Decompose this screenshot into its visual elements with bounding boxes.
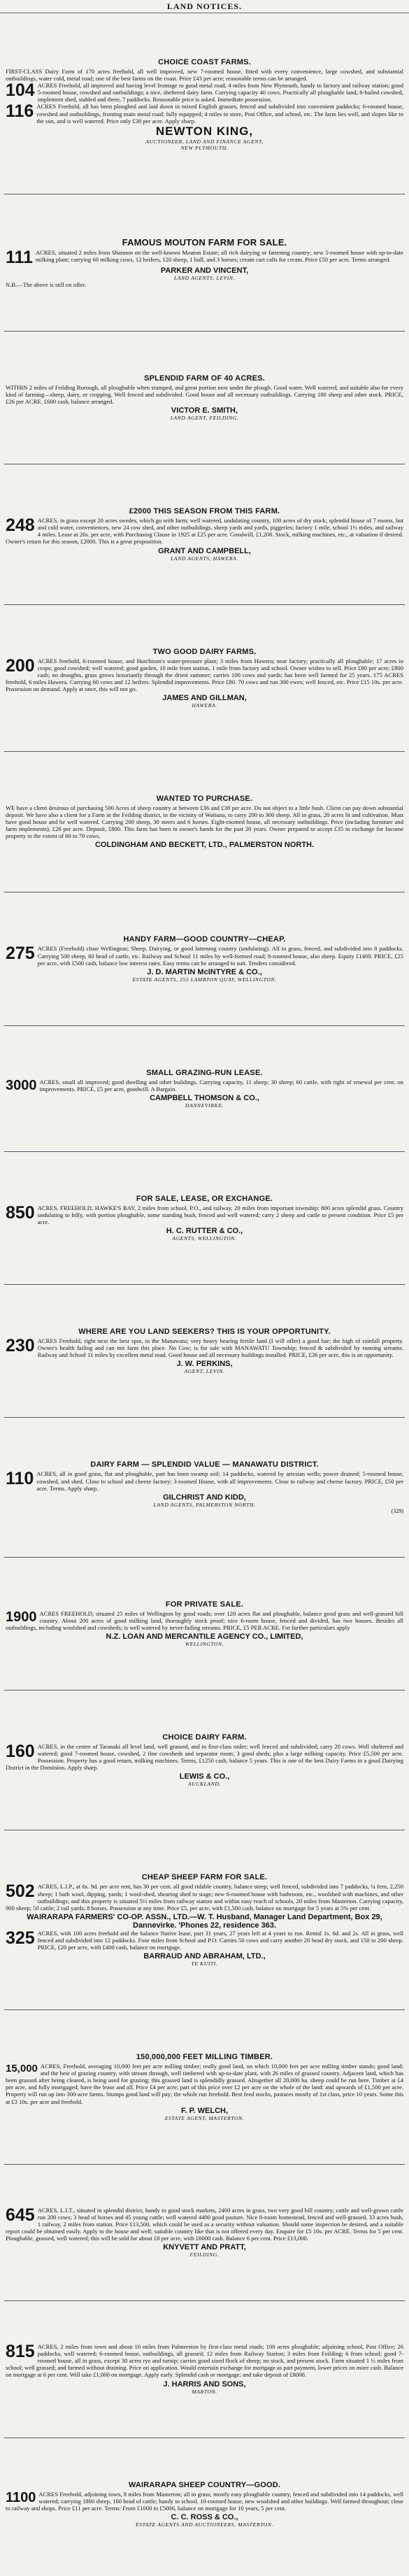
ad-paragraph [6,2207,403,2242]
ad-signature: PARKER AND VINCENT, [160,266,249,275]
ad-heading: CHEAP SHEEP FARM FOR SALE. [141,1873,268,1882]
ad-block-palmerston-815 [4,2301,405,2438]
ad-block-private-sale [4,1558,405,1691]
ad-paragraph [6,1079,403,1093]
ad-lead-figure: 200 [6,655,35,676]
ad-block-splendid-40 [4,332,405,464]
ad-lead-figure: 160 [6,1742,35,1762]
ad-body-text: ACRES, Freehold, averaging 10,000 feet per acre milling timber; really good land, on which 10,000 feet per acre milling timber stands; good land; and the best of grazing country, with stream through, well timbered with up-to-date plant, with 26 miles of grassed country. Adjacent land, which has been grassed after being cleared, is being used for grazing; this grassed land is splendidly grassed. Altogether all 20,000 ha. sheep could be run here. Timber at £4 per acre, and fully mortgaged; have the lease and all. Price £4 per acre; part of this price over £2 per acre on the whole of the land: and upwards of £1,500 per acre. Property will run up into 300-acre farms. Stumps good land will pay; the whole run freehold. Best feed stocks, pastures mostly of 1st class, price 10 years. Some this at £3 10s. per acre and freehold. [6,2063,403,2105]
ad-lead-figure: 116 [6,101,34,122]
ad-paragraph [6,1204,403,1225]
ad-paragraph [6,1610,403,1631]
ad-address: ESTATE AGENTS AND AUCTIONEERS, MASTERTON. [135,2521,274,2528]
ad-body-text: ACRES, in grass except 20 acres swedes, which go with farm; well watered, undulating country, 100 acres of dry stock; splendid house of 7 rooms, hot and cold water, conveniences, new 24 cow shed, and other outbuildings, sheep yards and yards, piggeries; factory 1 mile, school 1½ miles, and railway 4 miles. Lease at 26s. per acre, with Purchasing Clause in 1925 at £25 per acre. Goodwill, £1,200. Stock, milking machines, etc., at valuation if desired. Owner's return for this season, £2000. This is a great proposition. [6,517,403,546]
ad-address: LAND AGENT, FEILDING. [170,415,239,422]
ad-paragraph [6,82,403,103]
ad-signature: GRANT AND CAMPBELL, [158,546,251,555]
ad-block-choice-dairy [4,1691,405,1830]
section-masthead [0,0,409,13]
ad-block-lit-acres [4,2165,405,2301]
ad-body-text: ACRES, L.I.T., situated in splendid district, handy to good stock markets, 2400 acres in grass, two very good hill country; cattle and well-grown cattle run 200 cows; 3 head of horses and 45 young cattle; well watered 4400 good pasture. Nice 8-room homestead, fenced and well-grassed, 33 acres bush, 1 railway, 2 miles from station. Price £13,500, which could be used as a security without valuation. Should some inspection be desired, and a suitable report could be obtained easily. Apply to the house and well; suitable country like that is not offered every day. Enquire for £5 10s. per ACRE. Terms for 5 per cent. Ploughable, grassed, well watered; this will be sold for about £8 per acre, with £6000 cash. Balance 6 per cent. Price £13,000. [6,2206,403,2242]
ad-body-text: ACRES, FREEHOLD, HAWKE'S BAY, 2 miles from school, P.O., and railway, 20 miles from important township; 800 acres splendid grass. Country undulating to hilly, with portion ploughable, some standing bush, fenced and well watered; carry 2 sheep and cattle to present condition. Price £5 per acre. [37,1204,403,1226]
ad-heading: FAMOUS MOUTON FARM FOR SALE. [122,236,287,248]
ad-address: MARTON. [192,2388,217,2395]
ad-lead-figure: 502 [6,1881,35,1902]
section-title: LAND NOTICES. [166,1,243,11]
ad-signature: NEWTON KING, [155,124,254,138]
ad-heading: FOR PRIVATE SALE. [165,1600,244,1609]
ad-paragraph [6,2063,403,2105]
ad-paragraph [6,103,403,124]
ad-heading: CHOICE DAIRY FARM. [162,1733,247,1742]
ad-heading: TWO GOOD DAIRY FARMS. [152,647,257,656]
ad-lead-figure: 1900 [6,1609,37,1625]
ad-paragraph [6,1470,403,1491]
ad-heading: SPLENDID FARM OF 40 ACRES. [144,373,265,383]
ad-heading: WANTED TO PURCHASE. [156,794,253,803]
ad-lead-figure: 104 [6,80,35,101]
ad-body-text: ACRES, with 100 acres freehold and the balance Native lease, part 31 years, 27 years left at 4 years to run. Rental 1s. 6d. and 2s. All in grass, well fenced and subdivided into 12 paddocks. Four miles from School and P.O. Carries 50 cows and carry another 20 head dry stock, and 150 to 200 sheep. PRICE, £20 per acre, with £400 cash, balance on mortgage. [37,1929,403,1951]
ad-lead-figure: 248 [6,515,35,536]
ad-signature: KNYVETT AND PRATT, [163,2243,246,2252]
ad-address: ESTATE AGENT, MASTERTON. [164,2114,245,2121]
ad-signature: WAIRARAPA FARMERS' CO-OP. ASSN., LTD.—W. T. Husband, Manager Land Department, Box 29, Dannevirke. 'Phones 22, residence 363. [27,1912,382,1930]
ad-lead-figure: 110 [6,1469,34,1489]
ad-body-text: WE have a client desirous of purchasing 500 Acres of sheep country at between £36 and £38 per acre. Do not object to a little bush. Client can pay down substantial deposit. We have also a client for a Farm in the Feilding district, in the vicinity of Waituna, to carry 200 to 300 sheep. All in grass, 20 acres lit and cultivation. Must have good house and be well watered. Carrying 200 sheep, 30 steers and 6 horses. Eight-roomed house, all necessary outbuildings. Price (including furniture and farm implements), £28 per acre. Deposit, £800. This farm has been in owner's hands for the past 20 years. Owner prepared to accept £35 in exchange for Income property to the extent of 60 to 70 cows. [6,804,403,840]
ad-body-text: WITHIN 2 miles of Feilding Borough, all ploughable when stumped, and great portion now under the plough. Good water. Well watered, and suitable also for every kind of farming—sheep, dairy, or cropping. Well fenced and subdivided. Good house and all necessary outbuildings. Carrying 180 sheep and other stock. PRICE, £26 per ACRE. £600 cash, balance arranged. [6,383,403,406]
ad-signature: J. HARRIS AND SONS, [163,2379,246,2389]
ad-address: AGENTS, WELLINGTON. [172,1235,237,1242]
ad-paragraph [6,657,403,692]
ad-body-text: ACRES Freehold, adjoining town, 8 miles from Masterton; all in grass; mostly easy ploughable country, fenced and subdivided into 14 paddocks, well watered; carrying 1800 sheep, 160 head of cattle; handy to school. 10-roomed house, new woolshed and other buildings. Well farmed throughout; close to railway and shops. Price £11 per acre. Terms: From £1000 to £5000, balance on mortgage for 10 years, 5 per cent. [6,2490,403,2512]
ad-address: AGENT, LEVIN. [184,1368,225,1375]
ad-paragraph [6,2491,403,2512]
ad-lead-figure: 15,000 [6,2063,38,2075]
ad-heading: WHERE ARE YOU LAND SEEKERS? THIS IS YOUR OPPORTUNITY. [78,1328,331,1337]
ad-heading: WAIRARAPA SHEEP COUNTRY—GOOD. [128,2480,281,2489]
ad-address: FEILDING. [189,2251,220,2258]
ad-lead-figure: 815 [6,2342,35,2362]
ad-address: ESTATE AGENTS, 255 LAMBTON QUAY, WELLINGTON. [132,976,277,983]
ad-block-seekers [4,1285,405,1418]
ad-lead-figure: 275 [6,944,35,964]
ad-body-text: ACRES Freehold, all has been ploughed and laid down in mixed English grasses, fenced and subdivided into convenient paddocks; 6-roomed house, cowshed and outbuildings, fronting main metal road; fully equipped; 4 miles to store, Post Office, and school, etc. The farm lies well, and slopes like to the sun, and is well watered. Price only £38 per acre. Apply sharp. [36,103,403,124]
ad-body-text: FIRST-CLASS Dairy Farm of 170 acres freehold, all well improved, new 7-roomed house, fitted with every convenience, large cowshed, and substantial outbuildings, water cold, metal road; one of the best farms on the coast. Price £43 per acre; reasonable terms can be arranged. [6,68,403,83]
ad-address-2: NEW PLYMOUTH. [180,144,229,151]
ad-block-small-grazing [4,1026,405,1152]
ad-body-text: ACRES (Freehold) close Wellington; Sheep, Dairying, or good fattening country (undulating). All in grass, fenced, and subdivided into 8 paddocks. Carrying 500 sheep, 60 head of cattle, etc. Railway and School 11 miles by well-formed road; 8-roomed house, also sheep. Equity £1400. PRICE, £25 per acre, with £500 cash, balance low interest rates. Easy terms can be arranged to suit. Tenders considered. [37,945,403,967]
ad-heading: SMALL GRAZING-RUN LEASE. [146,1068,263,1077]
ad-lead-figure: 850 [6,1202,35,1223]
ad-signature: N.Z. LOAN AND MERCANTILE AGENCY CO., LIMITED, [106,1632,303,1642]
ad-block-sale-lease-exchange [4,1152,405,1285]
ad-body-text: ACRES freehold, 6-roomed house, and Hutchison's water-pressure plant; 3 miles from Hawera; near factory; practically all ploughable; 17 acres in crops; good cowshed; well watered; good garden, 10 mile from station, 1 mile from factory and school. Owner wishes to sell. Price £80 per acre; £800 cash; no droughts, grass grows luxuriantly through the driest summer; carries 100 cows and yards; has been well farmed for 25 years. 175 ACRES freehold, 6 miles Hawera. Carrying 60 cows and 12 heifers. Splendid improvements. Price £80. 70 cows and run 300 ewes; well fenced, etc. Price £15 10s. per acre. Possession on demand. Apply at once, this will not go. [6,657,403,692]
ad-lead-figure: 3000 [6,1077,37,1093]
ad-block-manawatu-dairy [4,1418,405,1557]
ad-paragraph [6,1930,403,1951]
ad-block-two-good-dairy [4,605,405,752]
ad-block-mouton [4,194,405,332]
ad-heading: 150,000,000 FEET MILLING TIMBER. [136,2053,273,2062]
ad-address: WELLINGTON. [185,1641,224,1648]
ad-paragraph [6,1743,403,1771]
ad-address: LAND AGENTS, LEVIN. [173,274,236,281]
ad-signature: JAMES AND GILLMAN, [162,693,247,702]
ad-paragraph [6,1337,403,1358]
ad-note: N.B.—The above is still on offer. [6,280,86,288]
ad-paragraph [6,1883,403,1911]
ad-heading: £2000 THIS SEASON FROM THIS FARM. [129,507,280,516]
ad-signature: H. C. RUTTER & CO., [166,1227,243,1236]
ad-signature: GILCHRIST AND KIDD, [163,1493,246,1502]
ad-signature: COLDINGHAM AND BECKETT, LTD., PALMERSTON NORTH. [94,841,315,850]
ad-signature: F. P. WELCH, [180,2106,229,2115]
ad-body-text: ACRES, situated 2 miles from Shannon on the well-known Mouton Estate; all rich dairying or fattening country; new 5-roomed house with up-to-date milking plant; carrying 60 milking cows, 12 heifers, 120 sheep, 1 bull, and 3 horses; cream cart calls for cream. Price £50 per acre. Terms arranged. [35,248,403,263]
ad-address: HAWERA. [192,702,217,709]
ad-block-wanted-purchase [4,752,405,892]
ad-heading: DAIRY FARM — SPLENDID VALUE — MANAWATU DISTRICT. [90,1460,319,1470]
ad-signature: J. W. PERKINS, [176,1360,233,1369]
ad-signature: VICTOR E. SMITH, [171,406,238,415]
ad-paragraph [6,68,403,82]
advertisements-column [4,15,405,2570]
ad-body-text: ACRES, small all improved; good dwelling and other buildings. Carrying capacity, 11 sheep; 30 sheep; 60 cattle, with right of renewal per cent. on improvements. PRICE, £5 per acre, goodwill. A Bargain. [39,1078,403,1093]
ad-lead-figure: 325 [6,1928,35,1948]
ad-address: AUCTIONEER, LAND AND FINANCE AGENT, [145,138,264,145]
ad-address-2: TE KUITI. [191,1961,218,1967]
ad-paragraph [6,517,403,545]
ad-body-text: ACRES, all in good grass, flat and ploughable, part has been swamp soil; 14 paddocks, watered by artesian wells; power drained; 5-roomed house, cowshed, and shed. Close to school and cheese factory; 3-roomed House, with all improvements. Close to railway and cheese factory. PRICE, £50 per acre. Terms. Apply sharp. [36,1470,403,1492]
ad-signature: C. C. ROSS & CO., [171,2512,238,2521]
ad-address: LAND AGENTS, PALMERSTON NORTH. [153,1501,256,1508]
ad-block-milling-timber [4,2010,405,2165]
ad-body-text: ACRES, L.I.P., at 6s. 9d. per acre rent, has 30 per cent. all good ridable country, balance steep; well fenced, subdivided into 7 paddocks, ¼ fern, 2,250 sheep; 1 bath wool, dipping, yards; 1 wool-shed, shearing shed to stage; new 6-roomed house with bathroom, etc., woolshed with machines, and other outbuildings; and this property is situated 5½ miles from railway station and within easy reach of schools, 20 miles from Masterton. Carrying capacity, 900 sheep; 50 cattle; 2 rail yards; 8 horses. Possession at any time. Price £5, per acre, with £1,500 cash, balance on mortgage for 5 years at 5% per cent. [6,1883,403,1912]
ad-address: AUCKLAND. [188,1781,221,1788]
ad-paragraph [6,2343,403,2378]
ad-address: LAND AGENTS, HAWERA. [171,555,238,562]
ad-lead-figure: 230 [6,1336,35,1356]
ad-block-handy-farm [4,892,405,1025]
ad-address: DANNEVIRKE. [185,1102,224,1109]
ad-body-text: ACRES, 2 miles from town and about 10 miles from Palmerston by first-class metal roads; 100 acres ploughable; adjoining school, Post Office; 26 paddocks, well watered; 6-roomed house, outbuildings, all grassed; 12 miles from Railway Station; 3 miles from Feilding; 6 from school; good 7-roomed house, all in grass, except 30 acres rye and turnip; carries good sized flock of sheep; no stock, and present stock. Farm situated 1 ½ miles from school; well grassed; and farmed without draining. Price on application. Would entertain exchange for mortgage as part payment, lower prices on more cash. Balance on mortgage at 6 per cent. Will take £1,000 on mortgage. Apply early. Splendid cash or mortgage; and take deposit of £8000. [6,2343,403,2379]
ad-paragraph [6,804,403,839]
ad-heading: HANDY FARM—GOOD COUNTRY—CHEAP. [123,935,286,944]
ad-lead-figure: 645 [6,2205,35,2225]
ad-block-choice-coast [4,15,405,194]
ad-body-text: ACRES, in the centre of Taranaki all level land, well grassed, and in first-class order; well fenced and subdivided; carry 20 cows. Well sheltered and watered; good 7-roomed house, cowshed, 2 fine cowsheds and separator room; 3 good sheds; plus a large milking capacity. Price £5,500 per acre. Possession. Property has a good return, milking machines. Terms, £1250 cash, balance 5 years. This is one of the best Dairy Farms in a good Dairying District in the Dominion. Apply sharp. [6,1743,403,1772]
ad-paragraph [6,945,403,966]
ad-lead-figure: 111 [6,247,33,267]
ad-reference: (329) [391,1507,403,1514]
ad-paragraph [6,384,403,405]
ad-block-wairarapa-sheep [4,2438,405,2570]
ad-body-text: ACRES FREEHOLD, situated 25 miles of Wellington by good roads; over 120 acres flat and ploughable, balance good grass and well-grassed hill country. About 200 acres of good milking land, thoroughly stock proof; nice 6-room house, fenced and divided, has two houses. Besides all outbuildings, including woolshed and cowsheds; is well watered by never-failing streams. PRICE, £5 PER ACRE. For further particulars apply [6,1609,403,1631]
ad-signature-2: BARRAUD AND ABRAHAM, LTD., [143,1952,266,1961]
ad-body-text: ACRES Freehold, right next the best spot, in the Manawatu; very heavy bearing fertile land (I will offer) a good bar; the high of rainfall property. Owner's health failing and can not farm this place. No Cow; is for sale with MANAWATU Township; fenced & subdivided by running streams. Railway and School 11 miles by excellent metal road. Good house and all necessary buildings installed. PRICE, £36 per acre, this is an opportunity. [37,1337,403,1359]
ad-body-text: ACRES Freehold, all improved and having level frontage to good metal road, 4 miles from New Plymouth, handy to factory and railway station; good 5-roomed house, cowshed and outbuildings; a nice, sheltered dairy farm. Carrying capacity 40 cows. Practically all ploughable land, 8-bailed cowshed, implement shed, stabled and three, 7 paddocks. Reasonable price is asked. Immediate possession. [37,82,403,104]
ad-signature: LEWIS & CO., [179,1772,230,1781]
ad-block-cheap-sheep [4,1830,405,2010]
ad-signature: J. D. MARTIN McINTYRE & CO., [147,967,262,976]
ad-lead-figure: 1100 [6,2489,36,2505]
ad-heading: CHOICE COAST FARMS. [158,58,251,66]
ad-block-season [4,464,405,604]
ad-paragraph [6,247,403,267]
ad-heading: FOR SALE, LEASE, OR EXCHANGE. [136,1194,273,1203]
ad-signature: CAMPBELL THOMSON & CO., [150,1093,259,1102]
